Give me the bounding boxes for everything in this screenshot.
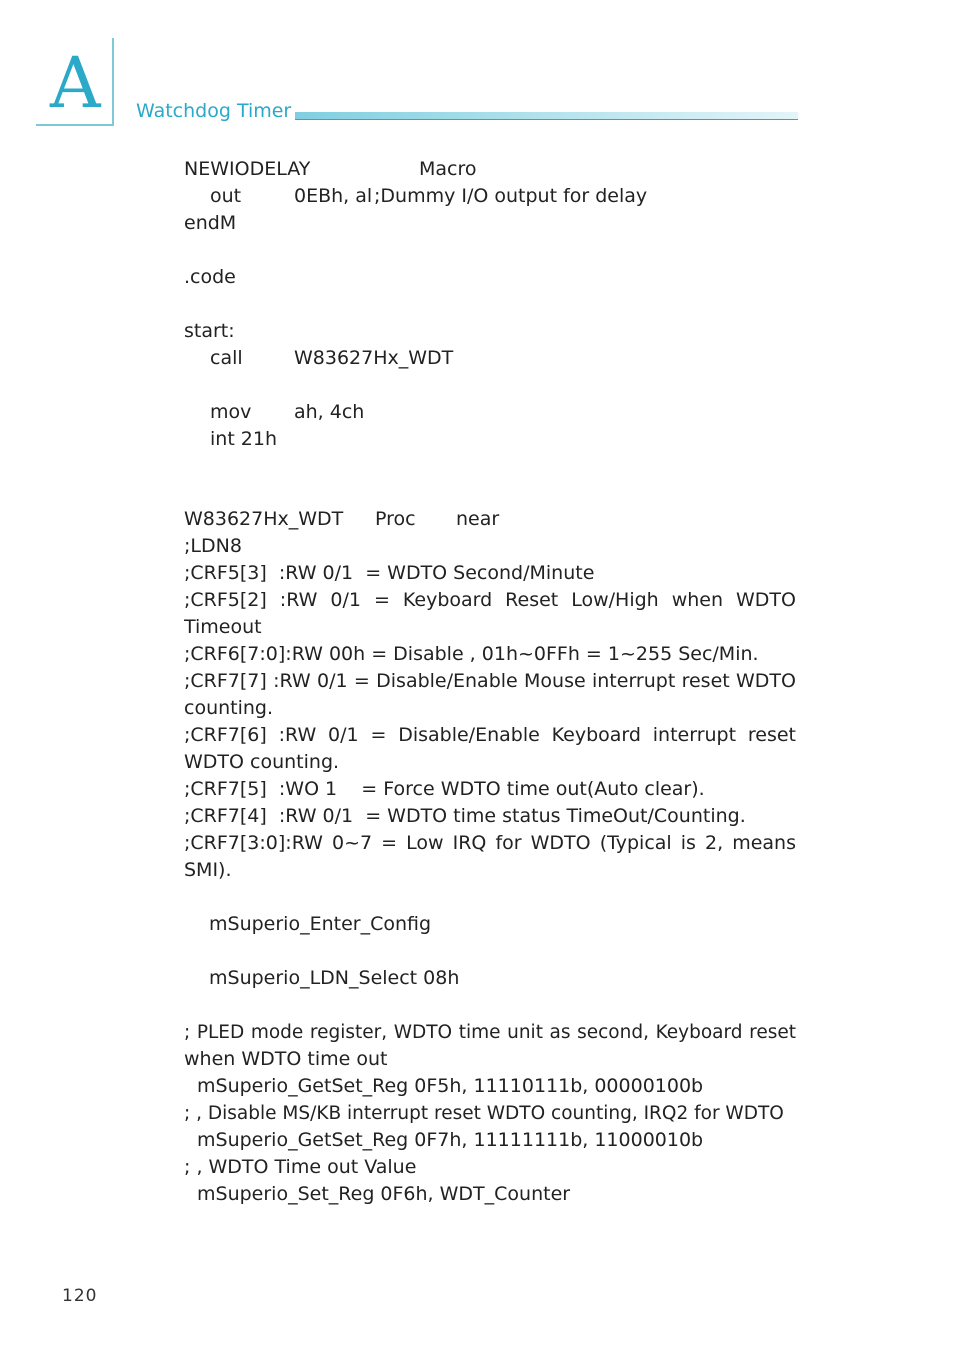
section-title: Watchdog Timer	[136, 100, 292, 122]
page-number: 120	[62, 1286, 98, 1306]
comment-line: ;CRF5[2] :RW 0/1 = Keyboard Reset Low/High when WDTO	[184, 589, 796, 611]
comment-line: ;LDN8	[184, 535, 242, 557]
chapter-letter: A	[50, 42, 101, 124]
code-line: mSuperio_GetSet_Reg 0F5h, 11110111b, 00000100b	[197, 1075, 704, 1097]
comment-line: WDTO counting.	[184, 751, 340, 773]
code-line: .code	[184, 266, 236, 288]
code-line: mov ah, 4ch	[210, 401, 365, 423]
comment-line: ;CRF7[4] :RW 0/1 = WDTO time status TimeOut/Counting.	[184, 805, 746, 827]
comment-line: ; , WDTO Time out Value	[184, 1156, 417, 1178]
code-line: W83627Hx_WDT Proc near	[184, 508, 500, 530]
comment-line: ;CRF6[7:0]:RW 00h = Disable , 01h~0FFh = 1~255 Sec/Min.	[184, 643, 759, 665]
comment-line: when WDTO time out	[184, 1048, 388, 1070]
code-line: endM	[184, 212, 237, 234]
header-rule	[295, 119, 798, 120]
code-line: mSuperio_LDN_Select 08h	[209, 967, 460, 989]
code-line: NEWIODELAY Macro	[184, 158, 477, 180]
comment-line: ;CRF7[7] :RW 0/1 = Disable/Enable Mouse interrupt reset WDTO	[184, 670, 796, 692]
comment-line: ; PLED mode register, WDTO time unit as second, Keyboard reset	[184, 1022, 796, 1043]
comment-line: ;CRF7[6] :RW 0/1 = Disable/Enable Keyboard interrupt reset	[184, 724, 796, 746]
code-line: out 0EBh, al;Dummy I/O output for delay	[210, 185, 648, 207]
comment-line: Timeout	[184, 616, 262, 638]
comment-line: SMI).	[184, 859, 232, 881]
comment-line: ; , Disable MS/KB interrupt reset WDTO counting, IRQ2 for WDTO	[184, 1103, 784, 1124]
comment-line: ;CRF7[5] :WO 1 = Force WDTO time out(Auto clear).	[184, 778, 705, 800]
code-line: mSuperio_Set_Reg 0F6h, WDT_Counter	[197, 1183, 571, 1205]
code-line: mSuperio_GetSet_Reg 0F7h, 11111111b, 11000010b	[197, 1129, 704, 1151]
comment-line: ;CRF7[3:0]:RW 0~7 = Low IRQ for WDTO (Typical is 2, means	[184, 832, 796, 854]
code-listing	[184, 156, 796, 1208]
code-line: mSuperio_Enter_Config	[209, 913, 432, 935]
code-line: int 21h	[210, 428, 278, 450]
code-line: start:	[184, 320, 235, 342]
comment-line: ;CRF5[3] :RW 0/1 = WDTO Second/Minute	[184, 562, 595, 584]
code-line: call W83627Hx_WDT	[210, 347, 454, 369]
comment-line: counting.	[184, 697, 274, 719]
